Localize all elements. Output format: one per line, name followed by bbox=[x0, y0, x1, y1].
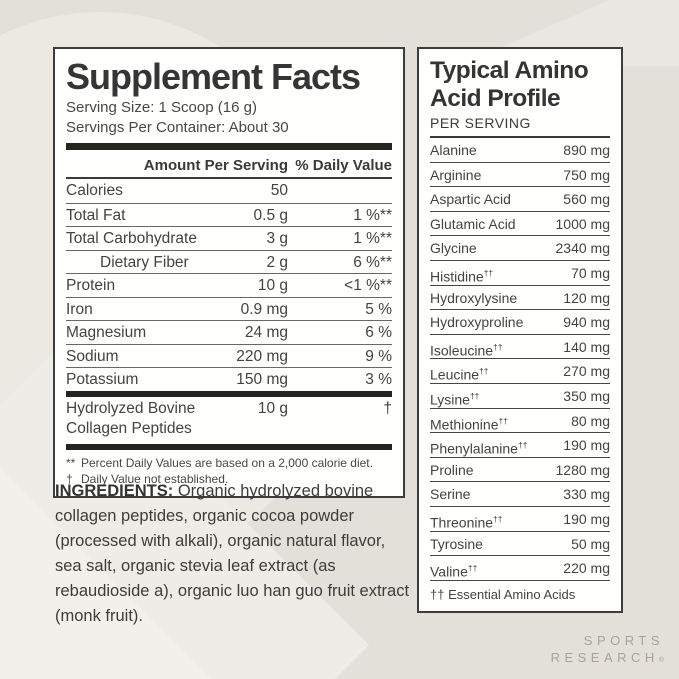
nutrient-daily-value: 9 % bbox=[365, 347, 392, 365]
amino-name: Hydroxylysine bbox=[430, 289, 518, 306]
amino-row bbox=[430, 163, 610, 188]
amino-row bbox=[430, 286, 610, 311]
essential-marker: †† bbox=[479, 366, 489, 377]
column-amount-per-serving: Amount Per Serving bbox=[143, 157, 288, 174]
amino-row bbox=[430, 458, 610, 483]
amino-value: 940 mg bbox=[563, 314, 610, 331]
amino-name: Arginine bbox=[430, 166, 482, 183]
amino-value: 890 mg bbox=[563, 142, 610, 158]
essential-marker: †† bbox=[469, 390, 480, 401]
serving-size: Serving Size: 1 Scoop (16 g) bbox=[66, 99, 257, 116]
amino-row bbox=[430, 433, 610, 458]
nutrient-name: Dietary Fiber bbox=[100, 253, 189, 271]
footnote-text: Percent Daily Values are based on a 2,000 calorie diet. bbox=[81, 455, 373, 470]
nutrient-name: Sodium bbox=[66, 347, 119, 365]
essential-marker: †† bbox=[483, 267, 494, 278]
sports-research-wordmark bbox=[551, 632, 664, 669]
nutrient-name: Hydrolyzed Bovine Collagen Peptides bbox=[66, 399, 196, 437]
amino-name: Methionine†† bbox=[430, 415, 508, 433]
footnote-mark: † bbox=[66, 472, 73, 486]
amino-name: Aspartic Acid bbox=[430, 191, 511, 208]
essential-marker: †† bbox=[493, 341, 503, 352]
amino-name: Alanine bbox=[430, 142, 477, 158]
essential-marker: †† bbox=[493, 513, 503, 524]
essential-marker: †† bbox=[467, 563, 478, 574]
amino-name: Tyrosine bbox=[430, 535, 483, 552]
facts-row bbox=[66, 250, 392, 274]
amino-row bbox=[430, 507, 610, 532]
essential-amino-footnote: †† Essential Amino Acids bbox=[430, 586, 576, 602]
amino-name: Lysine†† bbox=[430, 390, 480, 408]
amino-name: Threonine†† bbox=[430, 513, 503, 531]
nutrient-name: Potassium bbox=[66, 371, 139, 388]
nutrient-amount: 3 g bbox=[266, 230, 288, 247]
amino-name: Isoleucine†† bbox=[430, 341, 503, 359]
nutrient-amount: 2 g bbox=[266, 253, 288, 271]
amino-name: Histidine†† bbox=[430, 267, 494, 285]
nutrient-name: Iron bbox=[66, 300, 93, 318]
facts-rows bbox=[66, 179, 392, 391]
facts-row bbox=[66, 320, 392, 344]
footnote bbox=[66, 455, 392, 472]
amino-row bbox=[430, 310, 610, 335]
amino-name: Serine bbox=[430, 486, 471, 503]
amino-name: Hydroxyproline bbox=[430, 314, 524, 331]
amino-value: 270 mg bbox=[563, 363, 610, 380]
amino-value: 190 mg bbox=[563, 510, 610, 527]
amino-value: 1280 mg bbox=[555, 461, 610, 478]
amino-value: 220 mg bbox=[563, 560, 610, 577]
registered-trademark-icon: ® bbox=[658, 657, 664, 664]
amino-rows bbox=[430, 138, 610, 581]
facts-row bbox=[66, 226, 392, 250]
amino-row bbox=[430, 532, 610, 557]
essential-marker: †† bbox=[517, 440, 528, 451]
facts-row bbox=[66, 344, 392, 368]
amino-name: Phenylalanine†† bbox=[430, 440, 528, 457]
amino-row bbox=[430, 409, 610, 434]
amino-row bbox=[430, 236, 610, 261]
essential-marker: †† bbox=[498, 415, 508, 426]
amino-name: Proline bbox=[430, 461, 474, 478]
nutrient-amount: 10 g bbox=[257, 399, 288, 417]
amino-value: 750 mg bbox=[563, 166, 610, 183]
nutrient-name: Calories bbox=[66, 182, 123, 199]
nutrient-daily-value: <1 %** bbox=[344, 277, 392, 294]
nutrient-amount: 220 mg bbox=[236, 347, 288, 365]
ingredients-label: INGREDIENTS: bbox=[55, 482, 174, 500]
nutrient-amount: 0.5 g bbox=[253, 206, 288, 224]
amino-name: Valine†† bbox=[430, 563, 478, 580]
nutrient-daily-value: 6 %** bbox=[353, 253, 392, 271]
amino-row bbox=[430, 212, 610, 237]
amino-value: 2340 mg bbox=[555, 240, 610, 257]
amino-row bbox=[430, 335, 610, 360]
nutrient-daily-value: 1 %** bbox=[353, 206, 392, 224]
divider-bar bbox=[66, 143, 392, 150]
nutrient-amount: 50 bbox=[270, 182, 288, 199]
brand-line-2: RESEARCH® bbox=[550, 650, 664, 665]
nutrient-daily-value: 3 % bbox=[365, 371, 392, 388]
facts-row bbox=[66, 367, 392, 391]
amino-value: 70 mg bbox=[571, 264, 610, 281]
amino-name: Leucine†† bbox=[430, 366, 489, 383]
footnote-text: Daily Value not established. bbox=[81, 472, 229, 486]
per-serving-subtitle: PER SERVING bbox=[430, 115, 610, 138]
amino-value: 1000 mg bbox=[555, 215, 610, 232]
servings-per-container: Servings Per Container: About 30 bbox=[66, 118, 289, 136]
nutrient-daily-value: 1 %** bbox=[353, 230, 392, 247]
facts-row bbox=[66, 297, 392, 321]
amino-acid-profile-panel bbox=[417, 47, 623, 613]
ingredients-paragraph bbox=[55, 479, 413, 629]
facts-column-header bbox=[66, 150, 392, 179]
supplement-facts-panel bbox=[53, 47, 405, 498]
nutrient-amount: 150 mg bbox=[236, 371, 288, 388]
footnote-mark: ** bbox=[66, 455, 76, 470]
amino-profile-title: Typical Amino Acid Profile bbox=[430, 57, 589, 112]
amino-row bbox=[430, 138, 610, 163]
amino-value: 560 mg bbox=[563, 191, 610, 208]
amino-name: Glycine bbox=[430, 240, 477, 257]
facts-row bbox=[66, 273, 392, 297]
amino-row bbox=[430, 261, 610, 286]
nutrient-name: Magnesium bbox=[66, 324, 147, 341]
column-daily-value: % Daily Value bbox=[295, 157, 392, 174]
nutrient-name: Total Fat bbox=[66, 206, 126, 224]
amino-value: 330 mg bbox=[563, 486, 610, 503]
brand-line-1: SPORTS bbox=[583, 633, 664, 648]
amino-name: Glutamic Acid bbox=[430, 215, 516, 232]
ingredients-text: Organic hydrolyzed bovine collagen peptides, organic cocoa powder (processed with alkali), organic natural flavor, sea salt, organic stevia leaf extract (as rebaudioside a), organic luo han guo fruit extract (monk fruit). bbox=[55, 482, 410, 625]
nutrient-daily-value: 5 % bbox=[365, 300, 392, 318]
amino-row bbox=[430, 187, 610, 212]
amino-value: 120 mg bbox=[563, 289, 610, 306]
nutrient-name: Total Carbohydrate bbox=[66, 230, 197, 247]
nutrient-name: Protein bbox=[66, 277, 116, 294]
amino-value: 190 mg bbox=[563, 437, 610, 454]
nutrient-daily-value: 6 % bbox=[365, 324, 392, 341]
amino-row bbox=[430, 482, 610, 507]
supplement-facts-title: Supplement Facts bbox=[66, 56, 361, 97]
nutrient-amount: 0.9 mg bbox=[240, 300, 288, 318]
nutrient-daily-value: † bbox=[383, 399, 392, 417]
amino-row bbox=[430, 384, 610, 409]
nutrient-amount: 24 mg bbox=[244, 324, 288, 341]
facts-row bbox=[66, 203, 392, 227]
collagen-row bbox=[66, 397, 392, 444]
nutrient-amount: 10 g bbox=[257, 277, 288, 294]
amino-value: 140 mg bbox=[563, 338, 610, 355]
amino-row bbox=[430, 556, 610, 581]
amino-value: 350 mg bbox=[563, 387, 610, 404]
amino-row bbox=[430, 359, 610, 384]
facts-row bbox=[66, 179, 392, 203]
amino-value: 50 mg bbox=[571, 535, 610, 552]
amino-value: 80 mg bbox=[571, 412, 610, 429]
